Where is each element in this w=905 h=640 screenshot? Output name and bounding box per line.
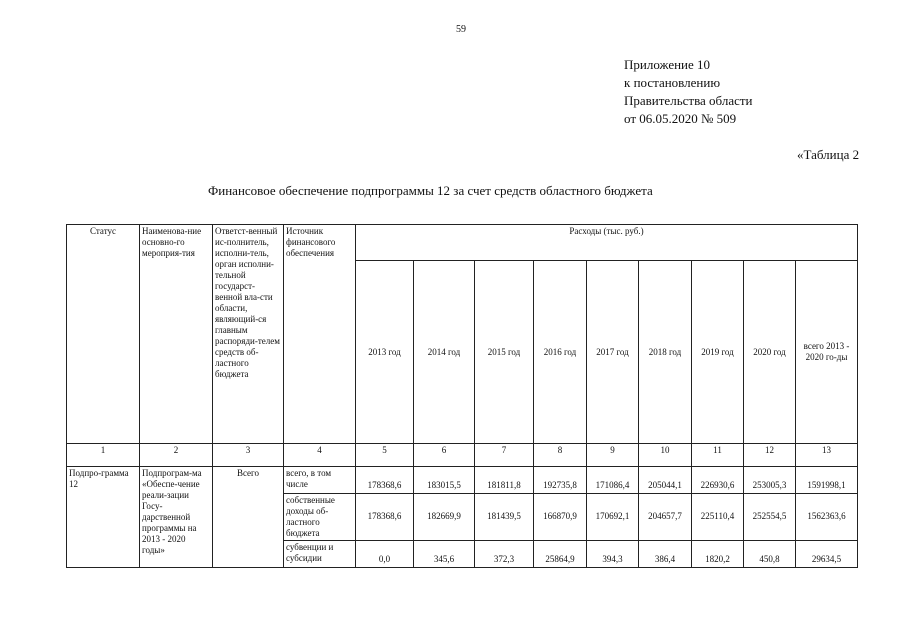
value-cell: 1562363,6: [796, 494, 858, 541]
value-cell: 205044,1: [639, 467, 692, 494]
source-cell: собственные доходы об-ластного бюджета: [284, 494, 356, 541]
value-cell: 0,0: [356, 541, 414, 568]
column-number: 9: [587, 444, 639, 467]
value-cell: 166870,9: [534, 494, 587, 541]
column-number: 2: [140, 444, 213, 467]
header-year: 2019 год: [692, 261, 744, 444]
value-cell: 181811,8: [475, 467, 534, 494]
header-source: Источник финансового обеспечения: [284, 225, 356, 444]
header-year: 2017 год: [587, 261, 639, 444]
value-cell: 181439,5: [475, 494, 534, 541]
executor-cell: Всего: [213, 467, 284, 568]
header-year: 2020 год: [744, 261, 796, 444]
header-name: Наименова-ние основно-го мероприя-тия: [140, 225, 213, 444]
value-cell: 252554,5: [744, 494, 796, 541]
header-executor: Ответст-венный ис-полнитель, исполни-тель, орган исполни-тельной государст-венной вла-сти области, являющий-ся главным распоряди-телем средств об-ластного бюджета: [213, 225, 284, 444]
header-year-total: всего 2013 - 2020 го-ды: [796, 261, 858, 444]
column-number: 12: [744, 444, 796, 467]
appendix-line: к постановлению: [624, 75, 721, 90]
appendix-line: от 06.05.2020 № 509: [624, 111, 737, 126]
value-cell: 372,3: [475, 541, 534, 568]
table-marker: «Таблица 2: [797, 147, 860, 162]
value-cell: 386,4: [639, 541, 692, 568]
value-cell: 225110,4: [692, 494, 744, 541]
finance-table: [66, 224, 858, 568]
column-number: 10: [639, 444, 692, 467]
header-year: 2018 год: [639, 261, 692, 444]
name-cell: Подпрограм-ма «Обеспе-чение реали-зации Госу-дарственной программы на 2013 - 2020 годы»: [140, 467, 213, 568]
column-number: 7: [475, 444, 534, 467]
appendix-line: Правительства области: [624, 93, 753, 108]
column-number: 11: [692, 444, 744, 467]
column-number: 4: [284, 444, 356, 467]
value-cell: 226930,6: [692, 467, 744, 494]
column-number: 5: [356, 444, 414, 467]
value-cell: 192735,8: [534, 467, 587, 494]
value-cell: 25864,9: [534, 541, 587, 568]
source-cell: субвенции и субсидии: [284, 541, 356, 568]
header-status: Статус: [67, 225, 140, 444]
column-number: 8: [534, 444, 587, 467]
value-cell: 394,3: [587, 541, 639, 568]
header-expenses: Расходы (тыс. руб.): [356, 225, 858, 261]
header-year: 2016 год: [534, 261, 587, 444]
value-cell: 178368,6: [356, 467, 414, 494]
value-cell: 253005,3: [744, 467, 796, 494]
header-year: 2013 год: [356, 261, 414, 444]
value-cell: 345,6: [414, 541, 475, 568]
header-year: 2015 год: [475, 261, 534, 444]
value-cell: 178368,6: [356, 494, 414, 541]
status-cell: Подпро-грамма 12: [67, 467, 140, 568]
column-number: 6: [414, 444, 475, 467]
table-row: [67, 467, 858, 494]
column-number: 1: [67, 444, 140, 467]
value-cell: 29634,5: [796, 541, 858, 568]
column-number: 3: [213, 444, 284, 467]
value-cell: 204657,7: [639, 494, 692, 541]
appendix-block: [624, 56, 753, 128]
value-cell: 182669,9: [414, 494, 475, 541]
column-number-row: [67, 444, 858, 467]
value-cell: 170692,1: [587, 494, 639, 541]
header-year: 2014 год: [414, 261, 475, 444]
value-cell: 183015,5: [414, 467, 475, 494]
value-cell: 171086,4: [587, 467, 639, 494]
document-title: Финансовое обеспечение подпрограммы 12 за счет средств областного бюджета: [208, 183, 653, 198]
column-number: 13: [796, 444, 858, 467]
page-number: 59: [456, 24, 466, 35]
source-cell: всего, в том числе: [284, 467, 356, 494]
value-cell: 1820,2: [692, 541, 744, 568]
value-cell: 1591998,1: [796, 467, 858, 494]
value-cell: 450,8: [744, 541, 796, 568]
appendix-line: Приложение 10: [624, 57, 711, 72]
